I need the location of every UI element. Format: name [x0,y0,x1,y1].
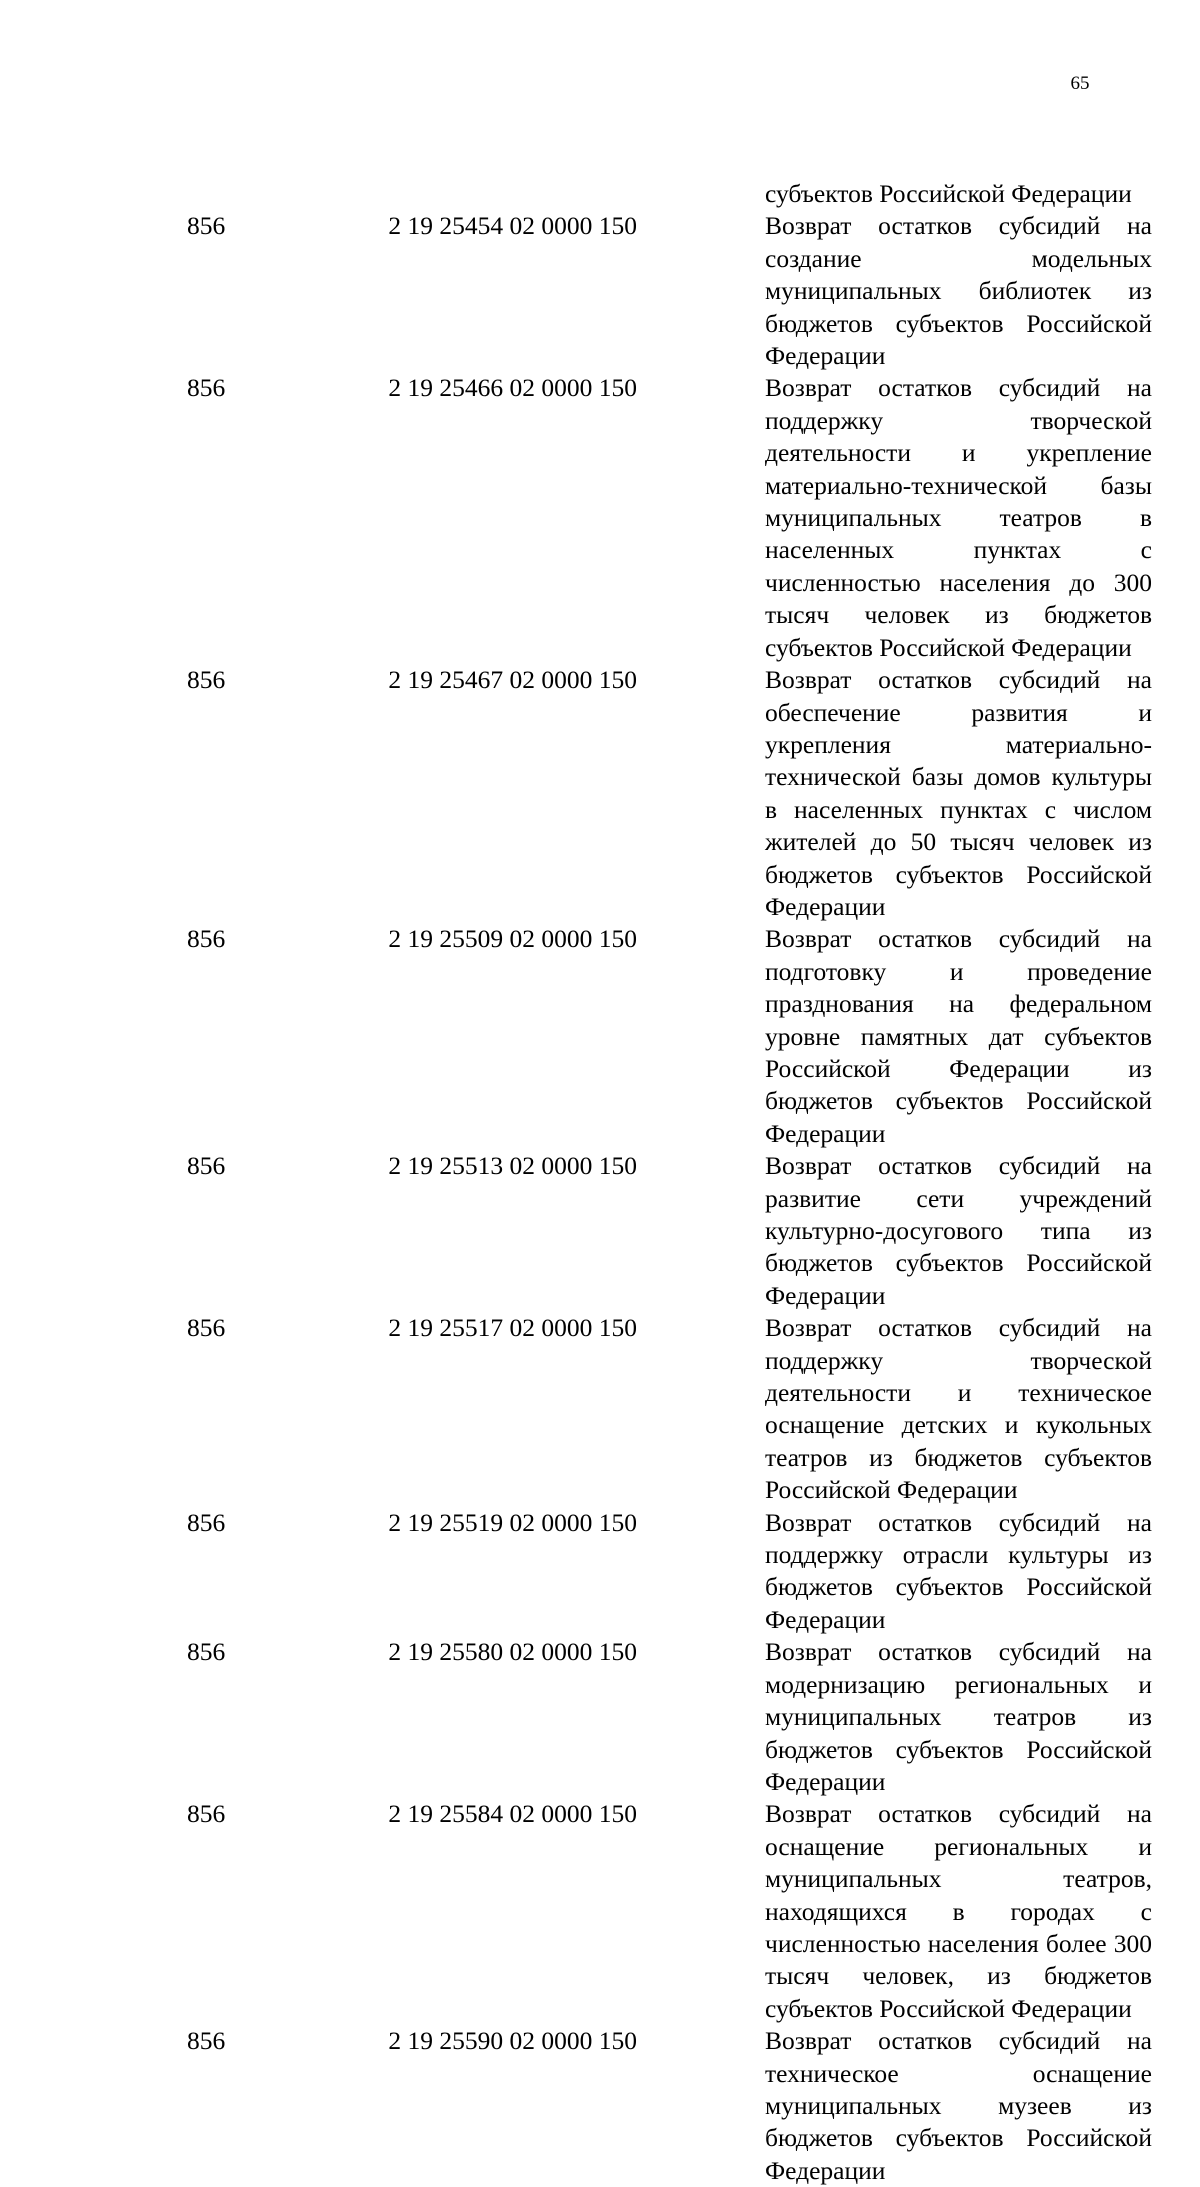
description-cell: Возврат остатков субсидий на поддержку творческой деятельности и техническое оснащение детских и кукольных театров из бюджетов субъектов Российской Федерации [765,1313,1152,1505]
admin-code-cell: 856 [187,665,226,695]
admin-code-cell: 856 [187,373,226,403]
table-row [187,923,1152,1150]
budget-codes-table [187,178,1152,2187]
budget-code-cell [267,178,765,210]
table-row [187,1507,1152,1637]
table-row [187,372,1152,664]
budget-code-cell [267,664,765,923]
admin-code-cell: 856 [187,924,226,954]
table-row [187,210,1152,372]
admin-code-cell: 856 [187,1507,226,1537]
budget-code: 2 19 25580 02 0000 150 [388,1637,637,1667]
admin-code-cell [187,178,267,210]
budget-code: 2 19 25590 02 0000 150 [388,2026,637,2056]
budget-code-cell [267,372,765,664]
admin-code-cell: 856 [187,1799,226,1829]
description-cell: Возврат остатков субсидий на поддержку творческой деятельности и укрепление материально-технической базы муниципальных театров в населенных пунктах с численностью населения до 300 тысяч человек из бюджетов субъектов Российской Федерации [765,373,1152,662]
budget-code: 2 19 25467 02 0000 150 [388,665,637,695]
budget-code: 2 19 25517 02 0000 150 [388,1313,637,1343]
budget-code-cell [267,1636,765,1798]
budget-code: 2 19 25454 02 0000 150 [388,211,637,241]
budget-code-cell [267,2025,765,2187]
admin-code-cell: 856 [187,1637,226,1667]
admin-code-cell: 856 [187,211,226,241]
description-cell: субъектов Российской Федерации [765,179,1132,208]
table-row [187,2025,1152,2187]
description-cell: Возврат остатков субсидий на техническое оснащение муниципальных музеев из бюджетов субъектов Российской Федерации [765,2026,1152,2185]
description-cell: Возврат остатков субсидий на обеспечение развития и укрепления материально-технической базы домов культуры в населенных пунктах с числом жителей до 50 тысяч человек из бюджетов субъектов Российской Федерации [765,665,1152,921]
admin-code-cell: 856 [187,2026,226,2056]
budget-code-cell [267,1798,765,2025]
description-cell: Возврат остатков субсидий на оснащение региональных и муниципальных театров, находящихся в городах с численностью населения более 300 тысяч человек, из бюджетов субъектов Российской Федерации [765,1799,1152,2023]
admin-code-cell: 856 [187,1313,226,1343]
budget-code-cell [267,1507,765,1637]
budget-code: 2 19 25513 02 0000 150 [388,1151,637,1181]
description-cell: Возврат остатков субсидий на поддержку отрасли культуры из бюджетов субъектов Российской Федерации [765,1507,1152,1634]
table-row [187,1636,1152,1798]
table-row [187,1798,1152,2025]
budget-code-cell [267,923,765,1150]
description-cell: Возврат остатков субсидий на создание модельных муниципальных библиотек из бюджетов субъектов Российской Федерации [765,211,1152,371]
budget-code-cell [267,210,765,372]
admin-code-cell: 856 [187,1151,226,1181]
description-cell: Возврат остатков субсидий на подготовку и проведение празднования на федеральном уровне памятных дат субъектов Российской Федерации из бюджетов субъектов Российской Федерации [765,924,1152,1148]
budget-code: 2 19 25466 02 0000 150 [388,373,637,403]
description-cell: Возврат остатков субсидий на модернизацию региональных и муниципальных театров из бюджетов субъектов Российской Федерации [765,1637,1152,1796]
budget-code: 2 19 25519 02 0000 150 [388,1507,637,1537]
page-number: 65 [1070,73,1090,94]
table-row [187,1150,1152,1312]
budget-code: 2 19 25509 02 0000 150 [388,924,637,954]
table-row [187,1312,1152,1506]
budget-code: 2 19 25584 02 0000 150 [388,1799,637,1829]
table-row [187,178,1152,210]
budget-code-cell [267,1312,765,1506]
budget-code-cell [267,1150,765,1312]
description-cell: Возврат остатков субсидий на развитие сети учреждений культурно-досугового типа из бюджетов субъектов Российской Федерации [765,1151,1152,1310]
table-row [187,664,1152,923]
